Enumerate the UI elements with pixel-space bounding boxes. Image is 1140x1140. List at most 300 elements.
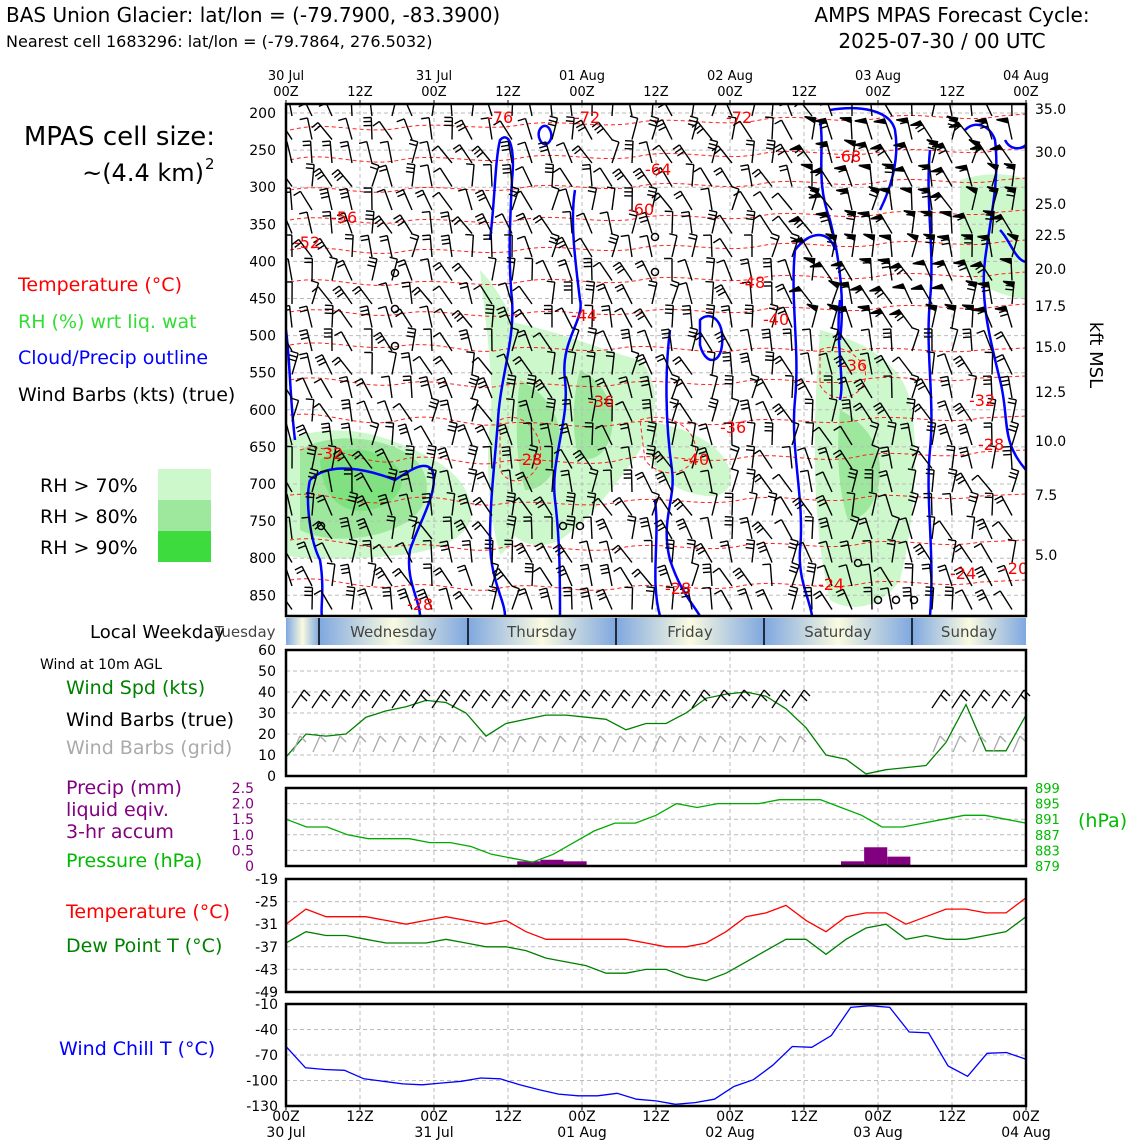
- wind-barb-feather: [502, 169, 510, 170]
- legend-temperature: Temperature (°C): [18, 274, 182, 296]
- wind-panel-title: Wind at 10m AGL: [40, 657, 163, 673]
- wind-barb: [292, 690, 304, 708]
- wind-barb-feather: [381, 695, 387, 701]
- contour-label: -44: [571, 306, 598, 325]
- wind-barb: [891, 376, 892, 398]
- cell-size-line2: ~(4.4 km): [82, 159, 204, 187]
- pressure-tick-label: 879: [1035, 860, 1060, 875]
- wind-barb-feather: [447, 493, 455, 494]
- pressure-tick-label: 500: [249, 328, 276, 345]
- wind-barb-feather: [819, 99, 827, 102]
- wind-barb-feather: [402, 282, 410, 283]
- grid-wind-barb: [333, 736, 340, 752]
- wind-barb-feather: [502, 447, 510, 448]
- y-tick-label: 10: [258, 748, 276, 764]
- wind-barb-feather: [466, 101, 474, 102]
- wind-barb-feather: [903, 588, 911, 589]
- wind-barb-feather: [664, 690, 670, 696]
- wind-barb-feather: [644, 690, 650, 696]
- wind-barb-feather: [303, 141, 311, 142]
- top-date-label: 30 Jul: [267, 69, 305, 84]
- grid-wind-barb-feather: [400, 736, 406, 742]
- wind-barb-feather: [903, 595, 911, 596]
- wind-barb-feather: [962, 329, 970, 330]
- grid-wind-barb: [393, 736, 400, 752]
- wind-barb-feather: [646, 591, 654, 592]
- wind-barb-feather: [746, 140, 754, 141]
- wind-barb-feather: [765, 360, 773, 361]
- grid-wind-barb: [353, 736, 360, 752]
- wind-barbs-true-legend: Wind Barbs (true): [66, 709, 235, 731]
- grid-wind-barb-feather: [720, 736, 726, 742]
- y-tick-label: -31: [255, 917, 278, 934]
- grid-wind-barb-feather: [800, 736, 806, 742]
- bottom-date-label: 31 Jul: [414, 1125, 454, 1140]
- top-date-label: 01 Aug: [558, 69, 606, 84]
- wind-barb-feather: [278, 217, 285, 220]
- wind-barbs-grid-legend: Wind Barbs (grid): [66, 737, 233, 759]
- wind-barb-feather: [297, 100, 304, 103]
- wind-barb-feather: [278, 480, 285, 484]
- wind-barb-feather: [363, 545, 371, 546]
- temp-legend: Temperature (°C): [66, 901, 230, 923]
- pressure-tick-label: 550: [249, 365, 276, 382]
- bottom-date-label: 02 Aug: [705, 1125, 755, 1140]
- wind-barb-feather: [273, 169, 280, 174]
- wind-barb-feather: [766, 93, 774, 94]
- pressure-tick-label: 895: [1035, 797, 1060, 813]
- grid-wind-barb: [313, 736, 320, 752]
- wind-barb-feather: [706, 262, 714, 263]
- wind-barb-feather: [928, 97, 936, 99]
- wind-barb: [472, 690, 484, 708]
- contour-label: -72: [726, 108, 753, 127]
- y-tick-label: 2.0: [231, 796, 254, 813]
- wind-barb-feather: [586, 281, 594, 282]
- wind-barb-feather: [562, 212, 570, 213]
- wind-barb-feather: [620, 94, 628, 96]
- y-tick-label: 30: [258, 706, 276, 722]
- grid-wind-barb-feather: [600, 736, 606, 742]
- wind-barb-feather: [706, 313, 714, 314]
- wind-barb-feather: [606, 352, 614, 353]
- y-tick-label: 20: [258, 727, 276, 743]
- grid-wind-barb: [373, 736, 380, 752]
- kft-axis: [1035, 102, 1066, 564]
- wind-barb-feather: [706, 309, 714, 310]
- wind-barb-feather: [605, 97, 613, 98]
- pressure-axis: [249, 106, 276, 604]
- kft-tick-label: 20.0: [1035, 262, 1067, 278]
- wind-barb: [371, 118, 372, 140]
- grid-wind-barb: [513, 736, 520, 752]
- wind-barb-feather: [401, 695, 407, 701]
- grid-wind-barb: [493, 736, 500, 752]
- wind-barb-feather: [964, 690, 970, 696]
- contour-label: -52: [294, 233, 321, 252]
- y-tick-label: 0.5: [231, 843, 254, 860]
- pressure-tick-label: 700: [249, 477, 276, 493]
- grid-wind-barb-feather: [560, 736, 566, 742]
- wind-barb-feather: [606, 93, 614, 94]
- wind-barb-feather: [805, 423, 813, 424]
- grid-wind-barb-feather: [340, 736, 346, 742]
- wind-barb-feather: [802, 329, 810, 330]
- weekday-cell: [286, 618, 319, 645]
- wind-barb-feather: [277, 565, 285, 568]
- wind-barb-feather: [722, 353, 730, 354]
- wind-barb-feather: [422, 235, 430, 236]
- wind-barb-feather: [481, 695, 487, 701]
- contour-label: -28: [407, 595, 434, 614]
- wind-barb-feather: [681, 695, 687, 701]
- top-tick-label: 00Z: [865, 85, 891, 100]
- pressure-tick-label: 300: [249, 180, 276, 197]
- kft-tick-label: 30.0: [1035, 145, 1067, 161]
- wind-barb-feather: [344, 690, 350, 696]
- grid-wind-barb-feather: [420, 736, 426, 742]
- grid-wind-barb-feather: [960, 736, 966, 742]
- grid-wind-barb-feather: [780, 736, 786, 742]
- y-tick-label: -43: [255, 962, 278, 979]
- wind-barb-feather: [682, 310, 690, 311]
- wind-speed-panel: [258, 643, 1030, 785]
- wind-barb-feather: [303, 145, 311, 146]
- wind-barb-feather: [706, 258, 714, 259]
- legend-rh80-swatch: [158, 500, 211, 531]
- wind-barb-feather: [486, 305, 494, 306]
- wind-barb-feather: [702, 564, 710, 565]
- kft-tick-label: 5.0: [1035, 548, 1058, 564]
- wind-barb-feather: [323, 216, 331, 217]
- wind-barb-feather: [721, 695, 727, 701]
- pressure-unit: (hPa): [1078, 810, 1128, 832]
- wind-barb-feather: [703, 568, 711, 569]
- wind-barb-feather: [781, 695, 787, 701]
- contour-label: -24: [950, 564, 977, 583]
- wind-barb-feather: [422, 498, 430, 499]
- wind-barb-feather: [502, 455, 510, 456]
- top-time-axis: [268, 69, 1049, 104]
- precip-bar: [887, 857, 910, 866]
- wind-barb-feather: [1006, 285, 1014, 286]
- wind-barb-feather: [278, 550, 285, 554]
- grid-wind-barb: [453, 736, 460, 752]
- wind-barb-feather: [686, 164, 694, 165]
- wind-barb-feather: [683, 313, 691, 314]
- grid-wind-barb: [533, 736, 540, 752]
- top-tick-label: 12Z: [643, 85, 669, 100]
- wind-barb-feather: [981, 695, 987, 701]
- grid-wind-barb-feather: [700, 736, 706, 742]
- wind-barb-feather: [564, 690, 570, 696]
- y-tick-label: -19: [255, 872, 278, 888]
- wind-barb-feather: [749, 93, 757, 95]
- pressure-tick-label: 891: [1035, 813, 1060, 829]
- wind-barb-feather: [1005, 289, 1013, 290]
- y-tick-label: 1.0: [231, 827, 254, 844]
- wind-barb: [692, 690, 704, 708]
- grid-wind-barb: [773, 736, 780, 752]
- wind-barb-feather: [366, 211, 374, 212]
- wind-speed-line: [286, 692, 1026, 774]
- wind-barb: [992, 690, 1004, 708]
- y-tick-label: 50: [258, 664, 276, 680]
- wind-barb: [672, 690, 684, 708]
- y-tick-label: -25: [255, 894, 278, 911]
- grid-wind-barb: [593, 736, 600, 752]
- wind-barb-feather: [276, 213, 283, 216]
- pressure-tick-label: 250: [249, 143, 276, 160]
- title-right-1: AMPS MPAS Forecast Cycle:: [814, 3, 1090, 27]
- wind-barb-feather: [601, 695, 607, 701]
- wind-barb-feather: [842, 400, 850, 401]
- wind-barb-feather: [384, 690, 390, 696]
- wind-barb-feather: [541, 695, 547, 701]
- y-tick-label: -70: [255, 1048, 278, 1064]
- wind-barb-feather: [396, 96, 403, 99]
- bottom-tick-label: 12Z: [790, 1109, 818, 1125]
- pressure-tick-label: 887: [1035, 828, 1060, 844]
- wind-barb-feather: [762, 564, 770, 565]
- top-tick-label: 00Z: [717, 85, 743, 100]
- grid-wind-barb-feather: [1000, 736, 1006, 742]
- y-tick-label: -100: [246, 1073, 278, 1090]
- wind-barb-feather: [582, 169, 590, 170]
- wind-barb-feather: [661, 695, 667, 701]
- contour-label: -76: [487, 108, 514, 127]
- kft-tick-label: 25.0: [1035, 197, 1067, 213]
- wind-barb-feather: [741, 695, 747, 701]
- contour-label: -40: [763, 310, 790, 329]
- grid-wind-barb-feather: [320, 736, 326, 742]
- top-date-label: 04 Aug: [1002, 69, 1050, 84]
- wind-barb-feather: [646, 587, 654, 588]
- y-tick-label: 2.5: [231, 781, 254, 797]
- grid-wind-barb: [1013, 736, 1020, 752]
- bottom-tick-label: 00Z: [420, 1109, 448, 1125]
- contour-label: -28: [516, 450, 543, 469]
- wind-barb-feather: [277, 598, 284, 603]
- contour-label: -24: [818, 575, 845, 594]
- wind-barb-feather: [723, 357, 731, 358]
- precip-pressure-panel: [232, 781, 1060, 875]
- wind-barb-feather: [322, 141, 330, 142]
- wind-barb-feather: [984, 690, 990, 696]
- wind-barb-feather: [746, 446, 754, 447]
- wind-barb-feather: [804, 690, 810, 696]
- pressure-tick-label: 450: [249, 291, 276, 308]
- wind-barb: [811, 588, 812, 610]
- bottom-tick-label: 00Z: [272, 1109, 300, 1125]
- wind-barb-feather: [306, 493, 314, 494]
- wind-barb-feather: [762, 333, 770, 334]
- contour-label: -60: [628, 200, 655, 219]
- pressure-tick-label: 750: [249, 514, 276, 531]
- contour-label: -56: [331, 208, 358, 227]
- wind-barb-feather: [542, 94, 550, 95]
- grid-wind-barb: [553, 736, 560, 752]
- wind-barb-feather: [306, 399, 314, 400]
- contour-label: -28: [665, 579, 692, 598]
- top-date-label: 03 Aug: [854, 69, 902, 84]
- wind-barb-feather: [762, 337, 770, 338]
- wind-barb-flag: [926, 93, 937, 100]
- grid-wind-barb: [953, 736, 960, 752]
- wind-barb-feather: [341, 695, 347, 701]
- wind-barb-feather: [365, 219, 373, 220]
- grid-wind-barb: [673, 736, 680, 752]
- wind-barb-feather: [566, 121, 574, 122]
- wind-barb-feather: [961, 695, 967, 701]
- grid-wind-barb: [733, 736, 740, 752]
- wind-barb-feather: [364, 690, 370, 696]
- wind-barb-feather: [687, 93, 695, 94]
- kft-tick-label: 7.5: [1035, 488, 1058, 504]
- grid-wind-barb-feather: [440, 736, 446, 742]
- wind-barb-feather: [666, 540, 674, 541]
- wind-barb: [632, 588, 633, 610]
- wind-barb: [492, 690, 504, 708]
- grid-wind-barb-feather: [760, 736, 766, 742]
- kft-axis-label: kft MSL: [1085, 321, 1106, 389]
- wind-barb-feather: [544, 690, 550, 696]
- wind-barb-feather: [423, 501, 431, 502]
- y-tick-label: 60: [258, 643, 276, 659]
- wind-barb-feather: [423, 239, 431, 240]
- wind-barb: [632, 690, 644, 708]
- wind-barb-feather: [547, 281, 555, 282]
- wind-barb-feather: [643, 407, 651, 408]
- kft-tick-label: 10.0: [1035, 434, 1067, 450]
- contour-label: -28: [978, 435, 1005, 454]
- wind-barb-feather: [926, 473, 934, 474]
- wind-barb-feather: [561, 94, 569, 95]
- wind-barb-feather: [323, 145, 331, 146]
- top-tick-label: 12Z: [495, 85, 521, 100]
- wind-barb-feather: [783, 329, 791, 330]
- legend-rh70-label: RH > 70%: [40, 475, 138, 497]
- top-tick-label: 00Z: [569, 85, 595, 100]
- wind-barb-feather: [707, 305, 715, 306]
- top-tick-label: 12Z: [347, 85, 373, 100]
- wind-barb-feather: [922, 564, 930, 565]
- wind-barb-feather: [322, 212, 330, 213]
- wind-barb-feather: [746, 450, 754, 451]
- bottom-tick-label: 12Z: [938, 1109, 966, 1125]
- wind-barb-feather: [703, 572, 711, 573]
- wind-barb-feather: [366, 215, 374, 216]
- wind-barb: [552, 690, 564, 708]
- wind-barb-feather: [501, 695, 507, 701]
- bottom-date-label: 30 Jul: [266, 1125, 306, 1140]
- pressure-tick-label: 899: [1035, 782, 1060, 797]
- cross-section-panel: [249, 93, 1106, 616]
- wind-barb-feather: [765, 356, 773, 357]
- bottom-tick-label: 12Z: [346, 1109, 374, 1125]
- wind-barb-feather: [764, 690, 770, 696]
- contour-label: -32: [317, 444, 344, 463]
- wind-barb-feather: [906, 215, 914, 216]
- subtitle-left: Nearest cell 1683296: lat/lon = (-79.7864, 276.5032): [6, 32, 433, 51]
- dewpoint-legend: Dew Point T (°C): [66, 935, 223, 957]
- wind-barb-feather: [466, 164, 474, 165]
- grid-wind-barb-feather: [940, 736, 946, 742]
- wind-barb-feather: [641, 695, 647, 701]
- grid-wind-barb: [993, 736, 1000, 752]
- y-tick-label: -37: [255, 939, 278, 956]
- wind-barb-feather: [682, 306, 690, 307]
- grid-wind-barb: [753, 736, 760, 752]
- wind-barb-feather: [462, 541, 470, 542]
- legend-rh80-label: RH > 80%: [40, 506, 138, 528]
- top-tick-label: 12Z: [939, 85, 965, 100]
- grid-wind-barb: [413, 736, 420, 752]
- wind-barb-feather: [778, 99, 785, 102]
- wind-barb-feather: [925, 591, 933, 592]
- top-tick-label: 00Z: [1013, 85, 1039, 100]
- bottom-tick-label: 00Z: [716, 1109, 744, 1125]
- windchill-legend: Wind Chill T (°C): [59, 1038, 216, 1060]
- grid-wind-barb: [793, 736, 800, 752]
- wind-barb-feather: [485, 313, 493, 314]
- wind-barb-feather: [922, 568, 930, 569]
- wind-barb-feather: [382, 588, 390, 589]
- wind-barb-feather: [422, 212, 430, 213]
- pressure-tick-label: 650: [249, 439, 276, 456]
- wind-barb: [591, 259, 592, 281]
- wind-barb-feather: [941, 695, 947, 701]
- wind-barb-feather: [586, 285, 594, 286]
- wind-barb-feather: [926, 238, 934, 239]
- wind-barb-feather: [444, 690, 450, 696]
- weekday-name: Tuesday: [214, 623, 276, 641]
- wind-barb-feather: [402, 286, 410, 287]
- wind-barb-feather: [404, 690, 410, 696]
- wind-barb-feather: [347, 587, 355, 588]
- wind-barb: [932, 690, 944, 708]
- weekday-name: Wednesday: [350, 623, 437, 641]
- title-right-2: 2025-07-30 / 00 UTC: [838, 29, 1046, 53]
- grid-wind-barb-feather: [580, 736, 586, 742]
- wind-barb: [992, 353, 993, 375]
- wind-barb-feather: [747, 540, 755, 541]
- wind-barb-feather: [502, 165, 510, 166]
- wind-barb-feather: [277, 175, 284, 180]
- top-tick-label: 00Z: [421, 85, 447, 100]
- wind-barb: [752, 690, 764, 708]
- wind-barb-feather: [521, 695, 527, 701]
- wind-barb-feather: [386, 423, 394, 424]
- wind-barb: [612, 690, 624, 708]
- wind-barb-feather: [562, 404, 570, 405]
- wind-barb: [972, 690, 984, 708]
- grid-wind-barb-feather: [520, 736, 526, 742]
- wind-barb-feather: [977, 100, 984, 103]
- wind-barb-feather: [542, 98, 550, 99]
- wind-barb-feather: [383, 595, 391, 596]
- contour-label: -68: [835, 147, 862, 166]
- wind-barb-feather: [927, 352, 935, 353]
- wind-barb-feather: [561, 695, 567, 701]
- wind-barb-feather: [606, 356, 614, 357]
- wind-barb-feather: [306, 164, 314, 165]
- top-date-label: 31 Jul: [415, 69, 453, 84]
- wind-barb: [792, 690, 804, 708]
- wind-barb-feather: [301, 695, 307, 701]
- grid-wind-barb-feather: [620, 736, 626, 742]
- wind-barb-feather: [524, 690, 530, 696]
